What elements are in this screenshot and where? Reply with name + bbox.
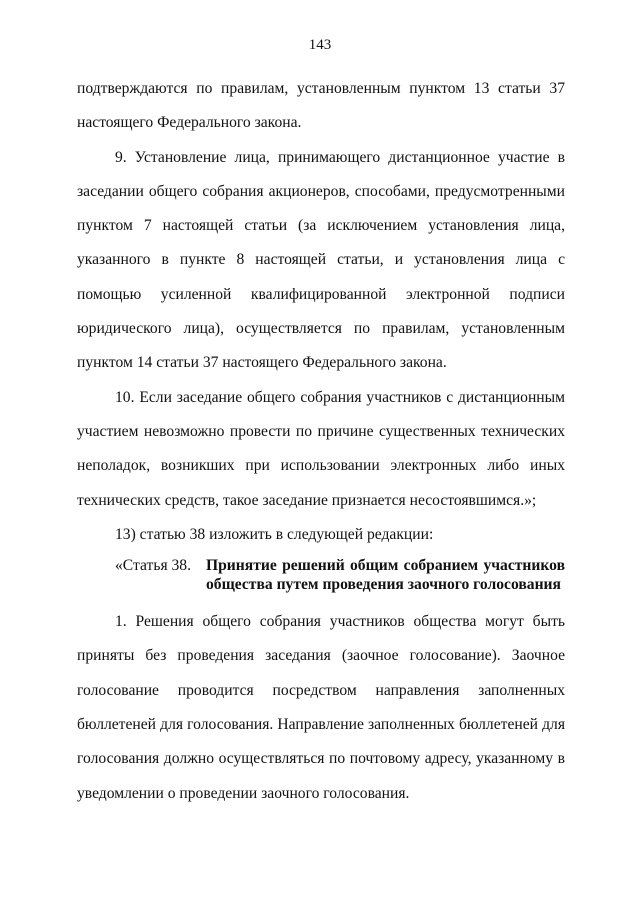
paragraph-article-item-1: 1. Решения общего собрания участников общества могут быть приняты без проведения заседания (заочное голосование). Заочное голосование проводится посредством направления заполненных бюллетеней для голосования. Направление заполненных бюллетеней для голосования должно осуществляться по почтовому адресу, указанному в уведомлении о проведении заочного голосования. <box>77 613 565 802</box>
paragraph-item-10: 10. Если заседание общего собрания участников с дистанционным участием невозможно провести по причине существенных технических неполадок, возникших при использовании электронных либо иных технических средств, такое заседание признается несостоявшимся.»; <box>77 388 565 509</box>
page-number: 143 <box>308 37 332 53</box>
article-title: Принятие решений общим собранием участников общества путем проведения заочного голосования <box>206 557 565 594</box>
paragraph-item-13: 13) статью 38 изложить в следующей редакции: <box>115 525 434 543</box>
article-label: «Статья 38. <box>115 557 192 575</box>
paragraph-continuation: подтверждаются по правилам, установленным пунктом 13 статьи 37 настоящего Федерального закона. <box>77 80 565 132</box>
article-heading <box>77 552 565 605</box>
paragraph-item-9: 9. Установление лица, принимающего дистанционное участие в заседании общего собрания акционеров, способами, предусмотренными пунктом 7 настоящей статьи (за исключением установления лица, указанного в пункте 8 настоящей статьи, и установления лица с помощью усиленной квалифицированной электронной подписи юридического лица), осуществляется по правилам, установленным пунктом 14 статьи 37 настоящего Федерального закона. <box>77 148 565 372</box>
document-body <box>77 72 565 811</box>
